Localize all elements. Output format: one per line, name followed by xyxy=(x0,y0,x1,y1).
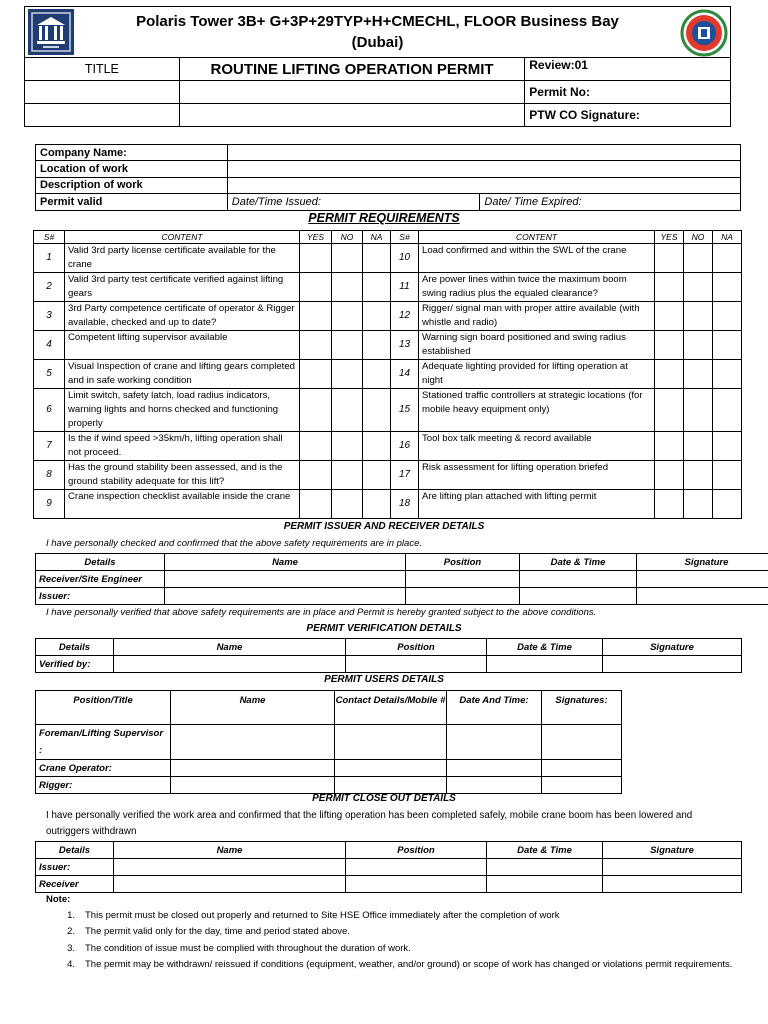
users-header-4: Signatures: xyxy=(542,691,622,725)
requirement-no-checkbox[interactable] xyxy=(684,360,713,389)
verification-cell[interactable] xyxy=(603,656,742,673)
users-cell[interactable] xyxy=(447,725,542,760)
requirement-text: Limit switch, safety latch, load radius indicators, warning lights and horns checked and functioning properly xyxy=(65,389,300,432)
users-header-1: Name xyxy=(171,691,335,725)
col-no-right: NO xyxy=(684,231,713,244)
requirement-na-checkbox[interactable] xyxy=(363,273,391,302)
description-field[interactable] xyxy=(227,177,740,193)
issuer-cell[interactable] xyxy=(165,571,406,588)
requirement-na-checkbox[interactable] xyxy=(363,244,391,273)
col-sn-right: S# xyxy=(391,231,419,244)
issuer-row xyxy=(36,588,768,605)
company-name-field[interactable] xyxy=(227,145,740,161)
requirement-na-checkbox[interactable] xyxy=(363,360,391,389)
requirement-no-checkbox[interactable] xyxy=(684,490,713,519)
requirement-number: 10 xyxy=(391,244,419,273)
location-label: Location of work xyxy=(36,161,228,177)
requirement-number: 16 xyxy=(391,432,419,461)
header-blank-2[interactable] xyxy=(179,81,525,104)
closeout-row xyxy=(36,859,742,876)
verification-cell[interactable] xyxy=(346,656,487,673)
requirement-number: 17 xyxy=(391,461,419,490)
note-number: 1. xyxy=(67,910,75,921)
note-item xyxy=(46,941,736,957)
users-header-3: Date And Time: xyxy=(447,691,542,725)
requirement-yes-checkbox[interactable] xyxy=(300,273,332,302)
users-row xyxy=(36,725,622,760)
requirement-row xyxy=(34,432,742,461)
requirement-na-checkbox[interactable] xyxy=(363,461,391,490)
issuer-statement-2: I have personally verified that above safety requirements are in place and Permit is hereby granted subject to the above conditions. xyxy=(46,607,597,618)
requirement-number: 3 xyxy=(34,302,65,331)
verification-header-4: Signature xyxy=(603,639,742,656)
requirement-yes-checkbox[interactable] xyxy=(300,244,332,273)
requirement-row xyxy=(34,331,742,360)
issuer-statement: I have personally checked and confirmed that the above safety requirements are in place. xyxy=(46,538,422,549)
requirement-yes-checkbox[interactable] xyxy=(300,490,332,519)
issuer-header-1: Name xyxy=(165,554,406,571)
requirement-text: Tool box talk meeting & record available xyxy=(419,432,655,461)
issuer-header-2: Position xyxy=(406,554,520,571)
requirement-yes-checkbox[interactable] xyxy=(655,331,684,360)
verification-table xyxy=(35,638,742,673)
requirement-no-checkbox[interactable] xyxy=(684,273,713,302)
location-field[interactable] xyxy=(227,161,740,177)
users-row-label: Rigger: xyxy=(36,777,171,794)
users-row-label: Crane Operator: xyxy=(36,760,171,777)
safety-seal-icon xyxy=(680,9,726,55)
note-number: 3. xyxy=(67,942,75,954)
col-content-right: CONTENT xyxy=(419,231,655,244)
closeout-title: PERMIT CLOSE OUT DETAILS xyxy=(312,793,456,804)
requirement-na-checkbox[interactable] xyxy=(713,331,742,360)
requirement-number: 12 xyxy=(391,302,419,331)
users-cell[interactable] xyxy=(335,777,447,794)
users-row-label: Foreman/Lifting Supervisor : xyxy=(36,725,171,760)
requirement-no-checkbox[interactable] xyxy=(684,302,713,331)
requirement-number: 9 xyxy=(34,490,65,519)
permit-valid-label: Permit valid xyxy=(36,194,228,210)
users-cell[interactable] xyxy=(542,725,622,760)
header-blank-4[interactable] xyxy=(179,104,525,127)
date-issued-field[interactable]: Date/Time Issued: xyxy=(227,194,480,210)
closeout-cell[interactable] xyxy=(487,859,603,876)
company-info-table xyxy=(35,144,741,211)
date-expired-field[interactable]: Date/ Time Expired: xyxy=(480,194,741,210)
requirement-na-checkbox[interactable] xyxy=(713,244,742,273)
closeout-cell[interactable] xyxy=(114,876,346,893)
issuer-cell[interactable] xyxy=(637,571,768,588)
verification-title: PERMIT VERIFICATION DETAILS xyxy=(306,623,462,634)
requirement-no-checkbox[interactable] xyxy=(332,244,363,273)
verification-header-0: Details xyxy=(36,639,114,656)
requirement-text: Visual Inspection of crane and lifting gears completed and in safe working condition xyxy=(65,360,300,389)
company-name-label: Company Name: xyxy=(36,145,228,161)
users-cell[interactable] xyxy=(335,760,447,777)
requirement-yes-checkbox[interactable] xyxy=(655,432,684,461)
ptw-signature-label: PTW CO Signature: xyxy=(525,104,731,127)
requirement-row xyxy=(34,461,742,490)
requirement-text: Crane inspection checklist available inside the crane xyxy=(65,490,300,519)
requirement-row xyxy=(34,360,742,389)
requirement-na-checkbox[interactable] xyxy=(713,432,742,461)
users-row xyxy=(36,760,622,777)
users-row xyxy=(36,777,622,794)
requirement-text: Adequate lighting provided for lifting operation at night xyxy=(419,360,655,389)
issuer-cell[interactable] xyxy=(406,571,520,588)
requirement-no-checkbox[interactable] xyxy=(684,331,713,360)
requirement-text: Rigger/ signal man with proper attire available (with whistle and radio) xyxy=(419,302,655,331)
verification-cell[interactable] xyxy=(487,656,603,673)
requirement-no-checkbox[interactable] xyxy=(332,273,363,302)
issuer-row xyxy=(36,571,768,588)
issuer-cell[interactable] xyxy=(406,588,520,605)
users-cell[interactable] xyxy=(542,777,622,794)
closeout-header-4: Signature xyxy=(603,842,742,859)
requirement-na-checkbox[interactable] xyxy=(363,490,391,519)
issuer-cell[interactable] xyxy=(165,588,406,605)
requirement-na-checkbox[interactable] xyxy=(363,302,391,331)
header-title-cell xyxy=(25,7,731,58)
note-text: The permit may be withdrawn/ reissued if conditions (equipment, weather, and/or ground) or scope of work has changed or violations permit requirements. xyxy=(85,959,733,971)
requirements-table xyxy=(33,230,742,519)
notes-section xyxy=(46,894,736,974)
requirement-na-checkbox[interactable] xyxy=(363,331,391,360)
requirement-no-checkbox[interactable] xyxy=(332,302,363,331)
requirement-na-checkbox[interactable] xyxy=(713,273,742,302)
requirement-na-checkbox[interactable] xyxy=(713,360,742,389)
verification-row xyxy=(36,656,742,673)
requirement-text: Has the ground stability been assessed, and is the ground stability adequate for this lift? xyxy=(65,461,300,490)
issuer-title: PERMIT ISSUER AND RECEIVER DETAILS xyxy=(283,521,485,532)
issuer-row-label: Receiver/Site Engineer xyxy=(36,571,165,588)
closeout-cell[interactable] xyxy=(487,876,603,893)
users-title: PERMIT USERS DETAILS xyxy=(324,674,444,685)
verification-cell[interactable] xyxy=(114,656,346,673)
requirement-number: 8 xyxy=(34,461,65,490)
requirement-text: Valid 3rd party license certificate available for the crane xyxy=(65,244,300,273)
requirements-title: PERMIT REQUIREMENTS xyxy=(308,211,460,225)
requirement-row xyxy=(34,273,742,302)
notes-list xyxy=(46,908,736,974)
closeout-table xyxy=(35,841,742,893)
requirement-text: Are lifting plan attached with lifting permit xyxy=(419,490,655,519)
requirement-no-checkbox[interactable] xyxy=(332,389,363,432)
requirement-number: 6 xyxy=(34,389,65,432)
requirement-no-checkbox[interactable] xyxy=(684,432,713,461)
closeout-cell[interactable] xyxy=(603,876,742,893)
closeout-row xyxy=(36,876,742,893)
col-yes-left: YES xyxy=(300,231,332,244)
title-label: TITLE xyxy=(25,58,180,81)
note-number: 4. xyxy=(67,959,75,971)
requirement-no-checkbox[interactable] xyxy=(332,331,363,360)
requirement-number: 18 xyxy=(391,490,419,519)
requirement-no-checkbox[interactable] xyxy=(684,244,713,273)
requirement-na-checkbox[interactable] xyxy=(363,389,391,432)
requirement-yes-checkbox[interactable] xyxy=(300,360,332,389)
requirement-yes-checkbox[interactable] xyxy=(655,302,684,331)
requirement-text: 3rd Party competence certificate of operator & Rigger available, checked and up to date? xyxy=(65,302,300,331)
col-sn-left: S# xyxy=(34,231,65,244)
note-item xyxy=(46,957,736,973)
requirement-yes-checkbox[interactable] xyxy=(655,490,684,519)
requirement-number: 1 xyxy=(34,244,65,273)
review-label: Review:01 xyxy=(525,58,731,81)
requirement-no-checkbox[interactable] xyxy=(684,389,713,432)
users-header-0: Position/Title xyxy=(36,691,171,725)
requirement-yes-checkbox[interactable] xyxy=(300,461,332,490)
note-text: The condition of issue must be complied with throughout the duration of work. xyxy=(85,942,411,954)
verification-row-label: Verified by: xyxy=(36,656,114,673)
requirement-yes-checkbox[interactable] xyxy=(300,389,332,432)
requirement-no-checkbox[interactable] xyxy=(332,490,363,519)
closeout-row-label: Issuer: xyxy=(36,859,114,876)
col-content-left: CONTENT xyxy=(65,231,300,244)
requirement-na-checkbox[interactable] xyxy=(713,461,742,490)
note-number: 2. xyxy=(67,926,75,938)
users-table xyxy=(35,690,622,794)
permit-no-label: Permit No: xyxy=(525,81,731,104)
closeout-row-label: Receiver xyxy=(36,876,114,893)
closeout-cell[interactable] xyxy=(114,859,346,876)
requirement-yes-checkbox[interactable] xyxy=(655,389,684,432)
requirement-row xyxy=(34,302,742,331)
requirement-yes-checkbox[interactable] xyxy=(655,360,684,389)
requirement-text: Warning sign board positioned and swing radius established xyxy=(419,331,655,360)
requirement-text: Competent lifting supervisor available xyxy=(65,331,300,360)
users-header-2: Contact Details/Mobile # xyxy=(335,691,447,725)
note-text: This permit must be closed out properly and returned to Site HSE Office immediately after the completion of work xyxy=(85,910,560,921)
note-text: The permit valid only for the day, time and period stated above. xyxy=(85,926,350,938)
issuer-cell[interactable] xyxy=(520,571,637,588)
requirement-number: 13 xyxy=(391,331,419,360)
requirement-row xyxy=(34,244,742,273)
closeout-cell[interactable] xyxy=(346,876,487,893)
document-header xyxy=(24,6,731,127)
requirement-na-checkbox[interactable] xyxy=(713,389,742,432)
requirement-yes-checkbox[interactable] xyxy=(300,331,332,360)
requirement-na-checkbox[interactable] xyxy=(363,432,391,461)
description-label: Description of work xyxy=(36,177,228,193)
requirement-number: 15 xyxy=(391,389,419,432)
requirement-number: 11 xyxy=(391,273,419,302)
permit-title: ROUTINE LIFTING OPERATION PERMIT xyxy=(179,58,525,81)
requirement-yes-checkbox[interactable] xyxy=(655,273,684,302)
requirement-text: Are power lines within twice the maximum boom swing radius plus the equaled clearance? xyxy=(419,273,655,302)
requirement-row xyxy=(34,389,742,432)
col-na-right: NA xyxy=(713,231,742,244)
requirement-text: Is the if wind speed >35km/h, lifting operation shall not proceed. xyxy=(65,432,300,461)
users-cell[interactable] xyxy=(171,725,335,760)
requirement-number: 2 xyxy=(34,273,65,302)
issuer-row-label: Issuer: xyxy=(36,588,165,605)
note-item xyxy=(46,908,736,924)
col-na-left: NA xyxy=(363,231,391,244)
requirement-yes-checkbox[interactable] xyxy=(300,302,332,331)
requirement-number: 7 xyxy=(34,432,65,461)
users-cell[interactable] xyxy=(447,777,542,794)
closeout-header-3: Date & Time xyxy=(487,842,603,859)
users-cell[interactable] xyxy=(171,760,335,777)
issuer-header-0: Details xyxy=(36,554,165,571)
users-cell[interactable] xyxy=(542,760,622,777)
requirement-text: Stationed traffic controllers at strategic locations (for mobile heavy equipment only) xyxy=(419,389,655,432)
header-title-line1: Polaris Tower 3B+ G+3P+29TYP+H+CMECHL, FLOOR Business Bay xyxy=(136,13,619,30)
requirement-no-checkbox[interactable] xyxy=(332,461,363,490)
issuer-header-4: Signature xyxy=(637,554,768,571)
requirement-yes-checkbox[interactable] xyxy=(300,432,332,461)
requirement-no-checkbox[interactable] xyxy=(332,360,363,389)
requirement-text: Valid 3rd party test certificate verified against lifting gears xyxy=(65,273,300,302)
requirement-number: 4 xyxy=(34,331,65,360)
closeout-statement: I have personally verified the work area and confirmed that the lifting operation has been completed safely, mobile crane boom has been lowered and outriggers withdrawn xyxy=(46,810,693,837)
requirement-no-checkbox[interactable] xyxy=(684,461,713,490)
closeout-cell[interactable] xyxy=(346,859,487,876)
closeout-header-2: Position xyxy=(346,842,487,859)
requirement-text: Load confirmed and within the SWL of the crane xyxy=(419,244,655,273)
header-blank-3[interactable] xyxy=(25,104,180,127)
requirement-na-checkbox[interactable] xyxy=(713,490,742,519)
closeout-header-0: Details xyxy=(36,842,114,859)
requirement-text: Risk assessment for lifting operation briefed xyxy=(419,461,655,490)
requirement-na-checkbox[interactable] xyxy=(713,302,742,331)
users-cell[interactable] xyxy=(447,760,542,777)
verification-header-2: Position xyxy=(346,639,487,656)
verification-header-1: Name xyxy=(114,639,346,656)
requirement-yes-checkbox[interactable] xyxy=(655,244,684,273)
requirement-yes-checkbox[interactable] xyxy=(655,461,684,490)
header-title xyxy=(25,11,730,53)
col-no-left: NO xyxy=(332,231,363,244)
issuer-header-3: Date & Time xyxy=(520,554,637,571)
note-item xyxy=(46,924,736,940)
users-cell[interactable] xyxy=(171,777,335,794)
requirement-row xyxy=(34,490,742,519)
verification-header-3: Date & Time xyxy=(487,639,603,656)
issuer-cell[interactable] xyxy=(637,588,768,605)
requirement-no-checkbox[interactable] xyxy=(332,432,363,461)
closeout-cell[interactable] xyxy=(603,859,742,876)
header-title-line2: (Dubai) xyxy=(351,34,404,51)
closeout-header-1: Name xyxy=(114,842,346,859)
col-yes-right: YES xyxy=(655,231,684,244)
requirement-number: 14 xyxy=(391,360,419,389)
users-cell[interactable] xyxy=(335,725,447,760)
issuer-cell[interactable] xyxy=(520,588,637,605)
notes-label: Note: xyxy=(46,894,71,905)
requirement-number: 5 xyxy=(34,360,65,389)
issuer-table xyxy=(35,553,768,605)
building-logo-icon xyxy=(28,9,74,55)
header-blank-1[interactable] xyxy=(25,81,180,104)
